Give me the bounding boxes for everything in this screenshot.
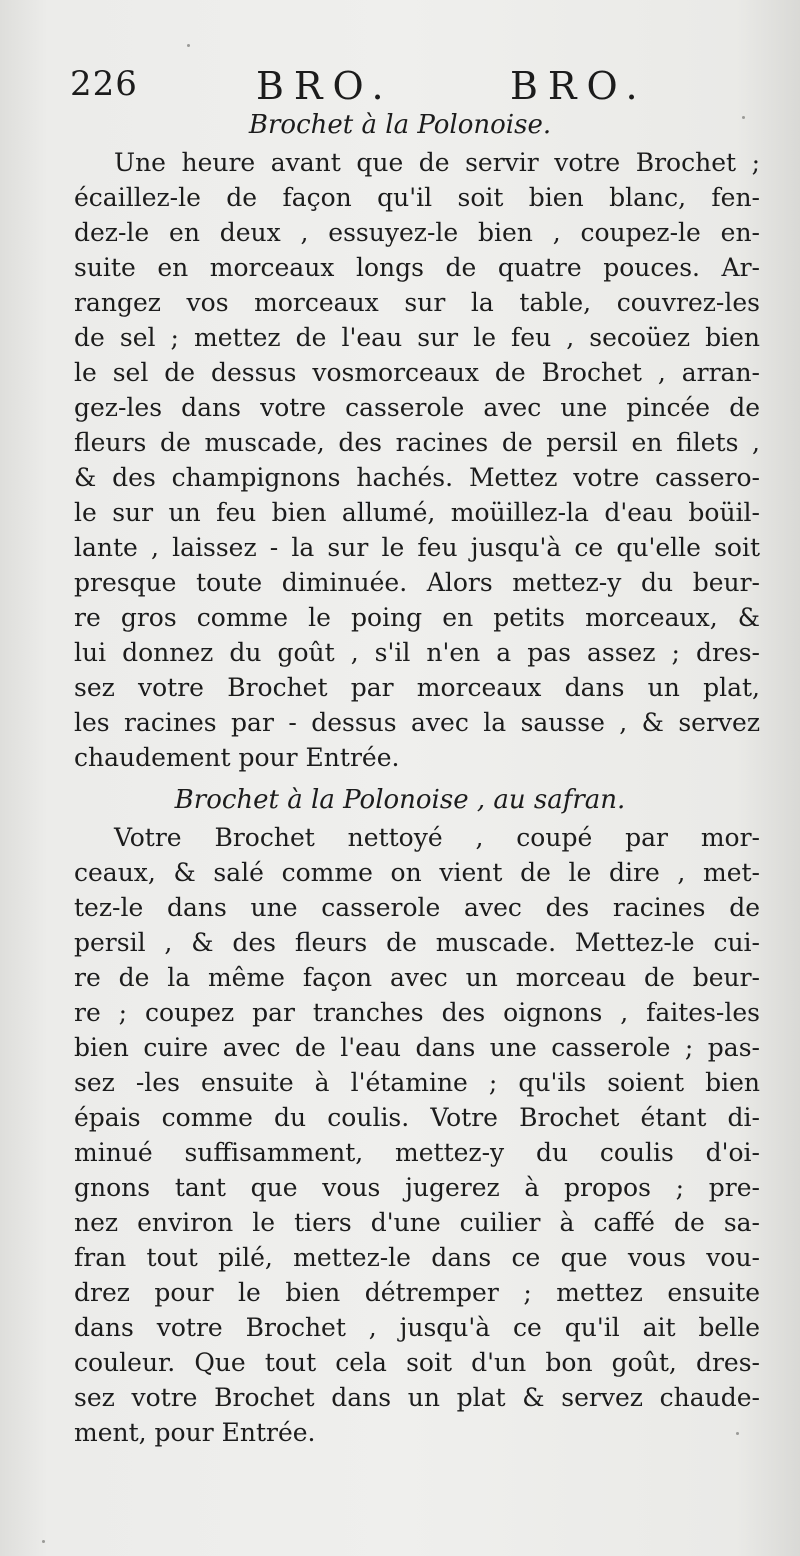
text-line: minué suffisamment, mettez-y du coulis d'oi-: [74, 1138, 760, 1167]
text-line: re de la même façon avec un morceau de beur-: [74, 963, 760, 992]
text-line: presque toute diminuée. Alors mettez-y du beur-: [74, 568, 760, 597]
running-head-left: BRO.: [256, 64, 394, 108]
text-line: lui donnez du goût , s'il n'en a pas assez ; dres-: [74, 638, 760, 667]
text-line: dans votre Brochet , jusqu'à ce qu'il ait belle: [74, 1313, 760, 1342]
text-line: Votre Brochet nettoyé , coupé par mor-: [114, 823, 760, 852]
paper-speck: [736, 1432, 739, 1435]
paper-speck: [742, 116, 745, 119]
text-line: tez-le dans une casserole avec des racines de: [74, 893, 760, 922]
text-line: bien cuire avec de l'eau dans une casserole ; pas-: [74, 1033, 760, 1062]
text-line: gnons tant que vous jugerez à propos ; pre-: [74, 1173, 760, 1202]
text-line: ment, pour Entrée.: [74, 1418, 316, 1447]
paper-speck: [187, 44, 190, 47]
text-line: re ; coupez par tranches des oignons , faites-les: [74, 998, 760, 1027]
text-line: persil , & des fleurs de muscade. Mettez-le cui-: [74, 928, 760, 957]
text-line: le sur un feu bien allumé, moüillez-la d'eau boüil-: [74, 498, 760, 527]
page-number: 226: [70, 64, 138, 104]
text-line: Une heure avant que de servir votre Brochet ;: [114, 148, 760, 177]
text-line: lante , laissez - la sur le feu jusqu'à ce qu'elle soit: [74, 533, 760, 562]
text-line: chaudement pour Entrée.: [74, 743, 400, 772]
text-line: & des champignons hachés. Mettez votre cassero-: [74, 463, 760, 492]
running-head-right: BRO.: [510, 64, 648, 108]
text-line: drez pour le bien détremper ; mettez ensuite: [74, 1278, 760, 1307]
text-line: sez -les ensuite à l'étamine ; qu'ils soient bien: [74, 1068, 760, 1097]
text-line: sez votre Brochet par morceaux dans un plat,: [74, 673, 760, 702]
text-line: épais comme du coulis. Votre Brochet étant di-: [74, 1103, 760, 1132]
text-line: couleur. Que tout cela soit d'un bon goût, dres-: [74, 1348, 760, 1377]
text-line: fran tout pilé, mettez-le dans ce que vous vou-: [74, 1243, 760, 1272]
section-title: Brochet à la Polonoise.: [248, 110, 552, 140]
text-line: écaillez-le de façon qu'il soit bien blanc, fen-: [74, 183, 760, 212]
text-line: sez votre Brochet dans un plat & servez chaude-: [74, 1383, 760, 1412]
text-line: gez-les dans votre casserole avec une pincée de: [74, 393, 760, 422]
running-head: [70, 64, 770, 114]
text-line: le sel de dessus vosmorceaux de Brochet , arran-: [74, 358, 760, 387]
paper-speck: [42, 1540, 45, 1543]
text-line: rangez vos morceaux sur la table, couvrez-les: [74, 288, 760, 317]
text-line: dez-le en deux , essuyez-le bien , coupez-le en-: [74, 218, 760, 247]
text-line: suite en morceaux longs de quatre pouces. Ar-: [74, 253, 760, 282]
text-line: ceaux, & salé comme on vient de le dire , met-: [74, 858, 760, 887]
text-line: fleurs de muscade, des racines de persil en filets ,: [74, 428, 760, 457]
text-line: les racines par - dessus avec la sausse , & servez: [74, 708, 760, 737]
section-title: Brochet à la Polonoise , au safran.: [174, 785, 626, 815]
text-line: nez environ le tiers d'une cuilier à caffé de sa-: [74, 1208, 760, 1237]
text-line: de sel ; mettez de l'eau sur le feu , secoüez bien: [74, 323, 760, 352]
text-line: re gros comme le poing en petits morceaux, &: [74, 603, 760, 632]
